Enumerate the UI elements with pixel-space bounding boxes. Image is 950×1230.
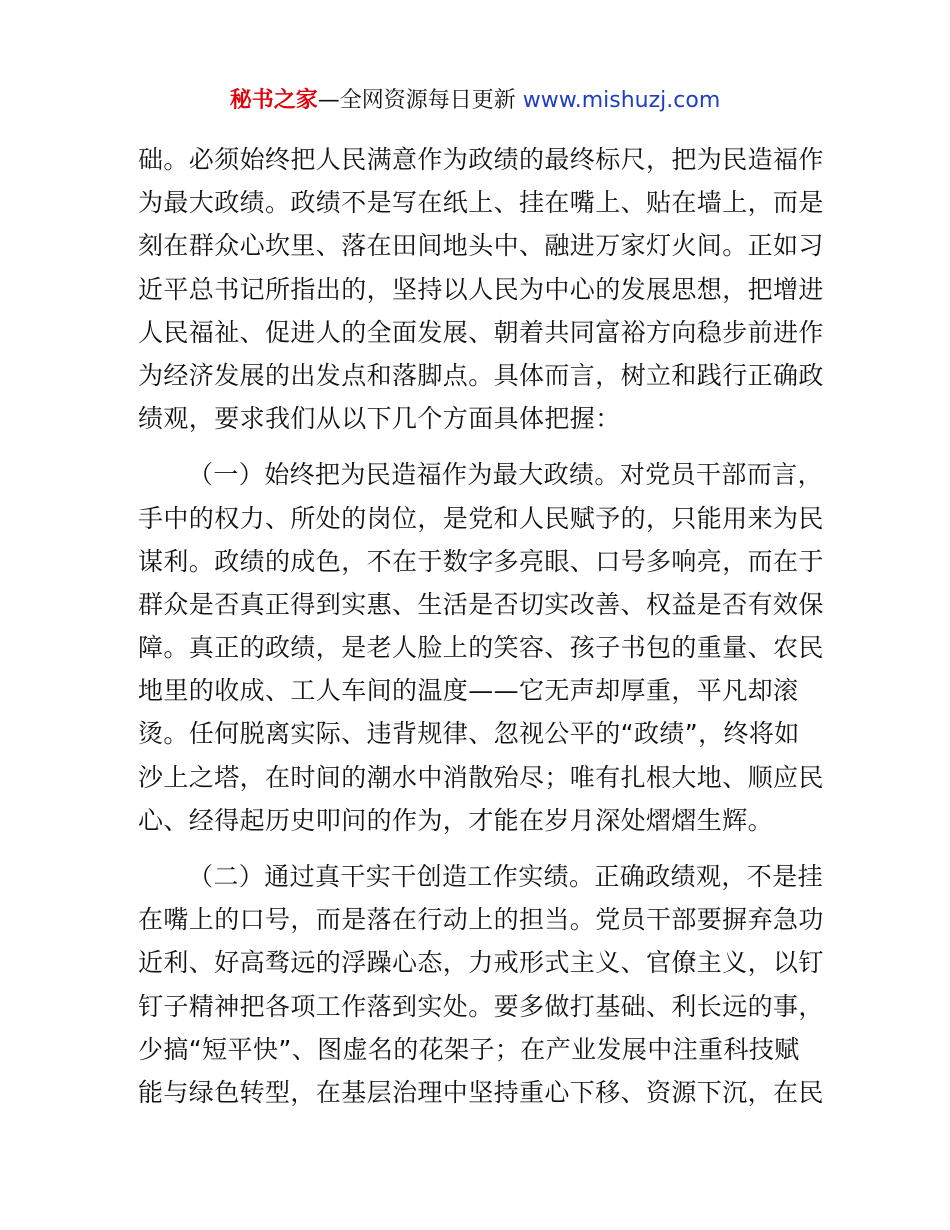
page-header: [0, 84, 950, 118]
text-line: 心、经得起历史叩问的作为，才能在岁月深处熠熠生辉。: [138, 805, 774, 835]
text-line: 能与绿色转型，在基层治理中坚持重心下移、资源下沉，在民: [138, 1077, 824, 1107]
text-line: 障。真正的政绩，是老人脸上的笑容、孩子书包的重量、农民: [138, 633, 824, 663]
text-line: 人民福祉、促进人的全面发展、朝着共同富裕方向稳步前进作: [138, 317, 824, 347]
text-line: 近平总书记所指出的，坚持以人民为中心的发展思想，把增进: [138, 274, 824, 304]
text-line: 钉子精神把各项工作落到实处。要多做打基础、利长远的事，: [138, 991, 824, 1021]
text-line: 为经济发展的出发点和落脚点。具体而言，树立和践行正确政: [138, 360, 824, 390]
text-line: 谋利。政绩的成色，不在于数字多亮眼、口号多响亮，而在于: [138, 546, 824, 576]
document-body: [138, 138, 824, 1114]
paragraph-section-two: [138, 855, 824, 1114]
text-line: 为最大政绩。政绩不是写在纸上、挂在嘴上、贴在墙上，而是: [138, 188, 824, 218]
text-line: 刻在群众心坎里、落在田间地头中、融进万家灯火间。正如习: [138, 231, 824, 261]
text-line: 近利、好高骛远的浮躁心态，力戒形式主义、官僚主义，以钉: [138, 948, 824, 978]
text-line: 群众是否真正得到实惠、生活是否切实改善、权益是否有效保: [138, 589, 824, 619]
text-line: 烫。任何脱离实际、违背规律、忽视公平的“政绩”，终将如: [138, 719, 800, 749]
website-link[interactable]: www.mishuzj.com: [522, 88, 721, 113]
text-line: （二）通过真干实干创造工作实绩。正确政绩观，不是挂: [188, 862, 824, 891]
paragraph-intro: [138, 138, 824, 440]
text-line: 手中的权力、所处的岗位，是党和人民赋予的，只能用来为民: [138, 503, 824, 533]
text-line: （一）始终把为民造福作为最大政绩。对党员干部而言，: [188, 460, 824, 490]
text-line: 沙上之塔，在时间的潮水中消散殆尽；唯有扎根大地、顺应民: [138, 762, 824, 792]
header-slogan: —全网资源每日更新: [317, 88, 523, 113]
paragraph-section-one: [138, 453, 824, 842]
text-line: 绩观，要求我们从以下几个方面具体把握：: [138, 404, 621, 434]
text-line: 在嘴上的口号，而是落在行动上的担当。党员干部要摒弃急功: [138, 905, 824, 935]
brand-name: 秘书之家: [229, 88, 318, 113]
text-line: 础。必须始终把人民满意作为政绩的最终标尺，把为民造福作: [138, 145, 824, 174]
text-line: 地里的收成、工人车间的温度——它无声却厚重，平凡却滚: [138, 676, 799, 706]
text-line: 少搞“短平快”、图虚名的花架子；在产业发展中注重科技赋: [138, 1034, 800, 1064]
